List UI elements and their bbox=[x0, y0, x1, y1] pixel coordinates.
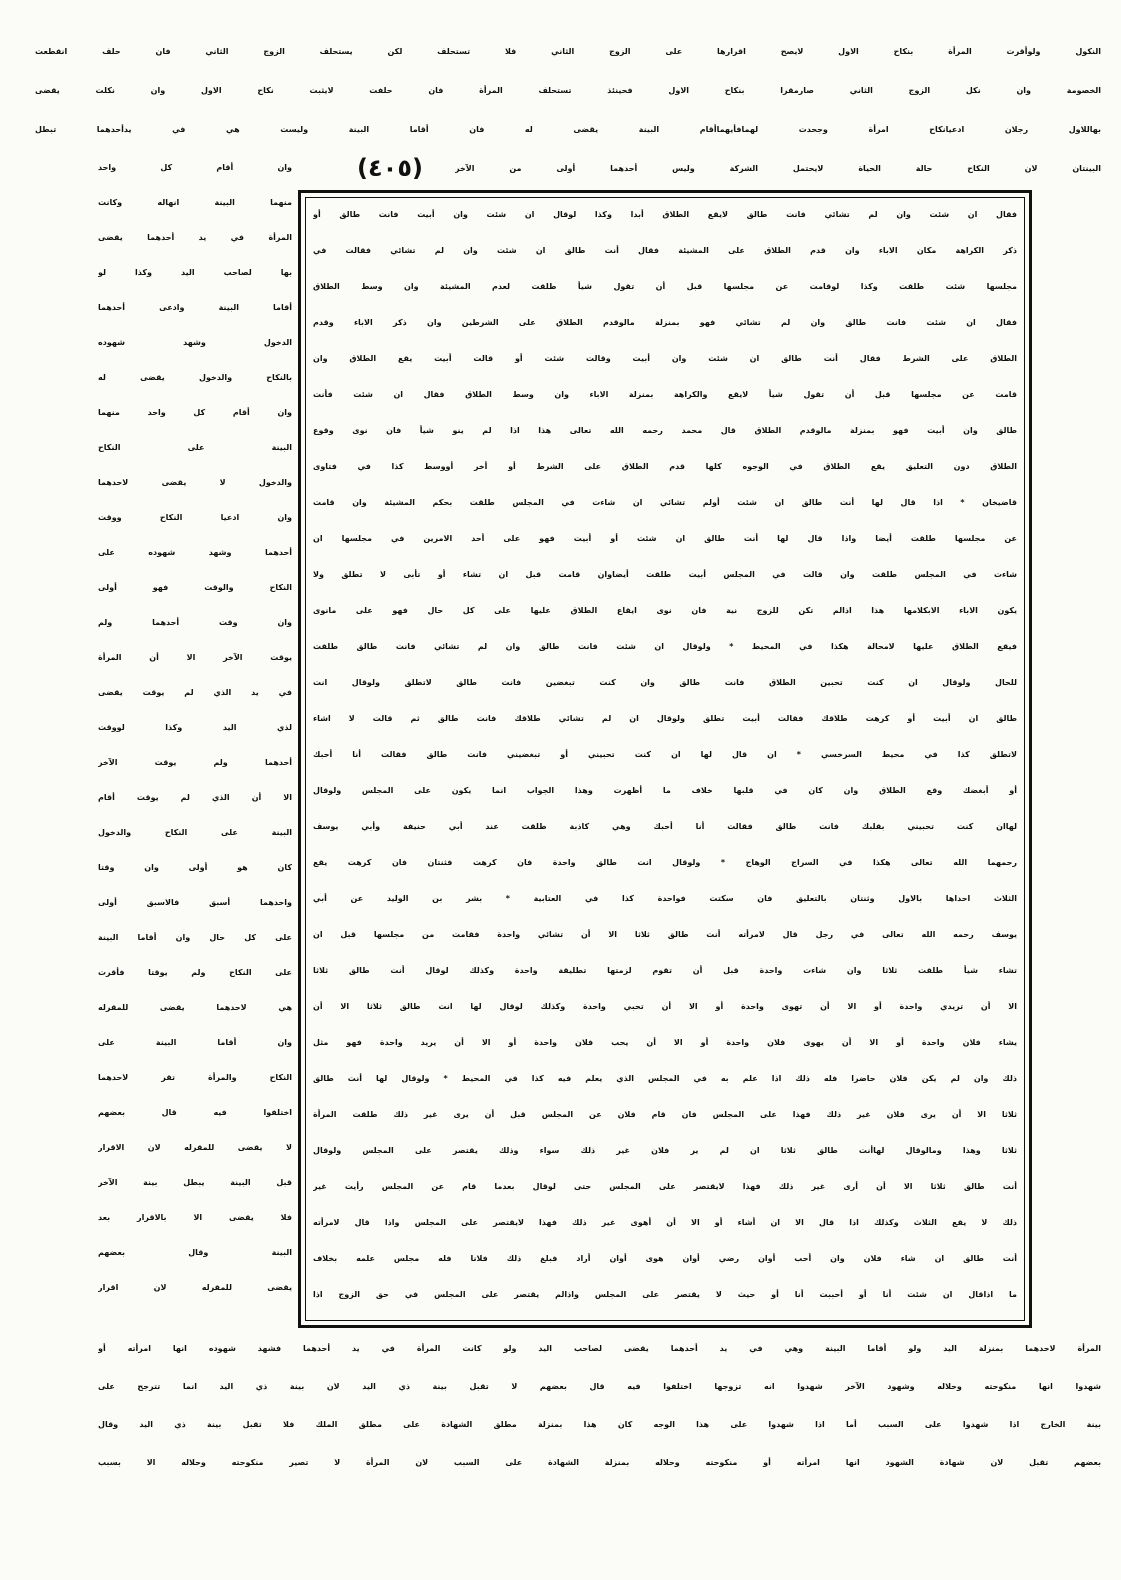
side-line: على النكاح ولم يوقتا فأقرت bbox=[98, 968, 292, 977]
side-line: أقاما البينة وادعى أحدهما bbox=[98, 303, 292, 312]
box-line: قاضيخان * اذا قال لها أنت طالق ان شئت أولم تشائي ان شاءت في المجلس طلقت بحكم المشيئة وان قامت bbox=[313, 498, 1017, 507]
box-line: ذلك لا يقع الثلاث وكذلك اذا قال الا ان أشاء أو الا أن أهوى غير ذلك فهذا لايقتصر على المجلس واذا قال لامرأته bbox=[313, 1218, 1017, 1227]
box-line: أنت طالق ثلاثا الا أن أرى غير ذلك فهذا لايقتصر على المجلس حتى لوقال بعدما قام عن المجلس رأيت غير bbox=[313, 1182, 1017, 1191]
side-line: بها لصاحب اليد وكذا لو bbox=[98, 268, 292, 277]
side-line: المرأة في يد أحدهما يقضى bbox=[98, 233, 292, 242]
bottom-line: شهدوا انها منكوحته وحلاله وشهود الآخر شهدوا انه تزوجها اختلفوا فيه قال بعضهم لا تقبل بينة ذي اليد لان بينة ذي اليد انما تترجح على bbox=[98, 1382, 1101, 1391]
page-number: (٤٠٥) bbox=[357, 154, 423, 182]
side-line: واحدهما أسبق فالاسبق أولى bbox=[98, 898, 292, 907]
side-line: البينة على النكاح bbox=[98, 443, 292, 452]
box-line: طالق وان أبيت فهو بمنزلة مالوقدم الطلاق قال محمد رحمه الله تعالى هذا اذا لم ينو شيأ فان نوى وقوع bbox=[313, 426, 1017, 435]
bottom-line: بعضهم تقبل لان شهادة الشهود انها امرأته أو منكوحته وحلاله بمنزلة الشهادة على السبب لان المرأة لا تصير منكوحته وحلاله الا بسبب bbox=[98, 1458, 1101, 1467]
side-line: فلا يقضى الا بالاقرار بعد bbox=[98, 1213, 292, 1222]
box-line: يوسف رحمه الله تعالى في رجل قال لامرأته أنت طالق ثلاثا الا أن تشائي واحدة فقامت من مجلسها قبل ان bbox=[313, 930, 1017, 939]
box-line: شاءت في المجلس طلقت وان قالت في المجلس أبيت طلقت أيضاوان قامت قبل ان تشاء أو تأبى لا تطلق ولا bbox=[313, 570, 1017, 579]
side-line: منهما البينة انهاله وكانت bbox=[98, 198, 292, 207]
side-line: في يد الذي لم يوقت يقضى bbox=[98, 688, 292, 697]
box-line: فقال ان شئت فانت طالق وان لم تشائي فهو بمنزلة مالوقدم الطلاق على الشرطين وان ذكر الاباء وقدم bbox=[313, 318, 1017, 327]
box-line: طالق ان أبيت أو كرهت طلاقك فقالت أبيت تطلق ولوقال ان لم تشائي طلاقك فانت طالق ثم قالت لا اشاء bbox=[313, 714, 1017, 723]
box-line: عن مجلسها طلقت أيضا واذا قال لها أنت طالق ان شئت أو أبيت فهو على أحد الامرين في مجلسها ان bbox=[313, 534, 1017, 543]
side-line: الا أن الذي لم يوقت أقام bbox=[98, 793, 292, 802]
top-line: النكول ولوأقرت المرأة بنكاح الاول لايصح اقرارها على الزوج الثاني فلا تستحلف لكن يستحلف الزوج الثاني فان حلف انقطعت bbox=[35, 47, 1101, 56]
box-line: الطلاق دون التعليق يقع الطلاق في الوجوه كلها قدم الطلاق على الشرط أو أخر أووسط كذا في فتاوى bbox=[313, 462, 1017, 471]
box-line: ذكر الكراهة مكان الاباء وان قدم الطلاق على المشيئة فقال أنت طالق ان شئت وان لم تشائي فقالت في bbox=[313, 246, 1017, 255]
side-line: لا يقضى للمقرله لان الاقرار bbox=[98, 1143, 292, 1152]
side-line: الدخول وشهد شهوده bbox=[98, 338, 292, 347]
bottom-line: بينة الخارج اذا شهدوا على السبب أما اذا شهدوا على هذا الوجه كان هذا بمنزلة مطلق الشهادة على مطلق الملك فلا تقبل بينة ذي اليد وقال bbox=[98, 1420, 1101, 1429]
box-line: مجلسها شئت طلقت وكذا لوقامت عن مجلسها قبل أن تقول شيأ طلقت لعدم المشيئة وان وسط الطلاق bbox=[313, 282, 1017, 291]
side-line: لذي اليد وكذا لووقت bbox=[98, 723, 292, 732]
side-line: النكاح والوقت فهو أولى bbox=[98, 583, 292, 592]
side-line: بالنكاح والدخول يقضى له bbox=[98, 373, 292, 382]
bottom-line: المرأة لاحدهما بمنزلة اليد ولو أقاما البينة وهي في يد أحدهما يقضى لصاحب اليد ولو كانت المرأة في يد أحدهما فشهد شهوده انها امرأته أو bbox=[98, 1344, 1101, 1353]
side-line: كان هو أولى وان وقتا bbox=[98, 863, 292, 872]
side-line: على كل حال وان أقاما البينة bbox=[98, 933, 292, 942]
top-line: البينتان لان النكاح حالة الحياة لايحتمل الشركة وليس أحدهما أولى من الآخر bbox=[455, 164, 1101, 173]
box-line: رحمهما الله تعالى هكذا في السراج الوهاج * ولوقال انت طالق واحدة فان كرهت فثنتان فان كرهت يقع bbox=[313, 858, 1017, 867]
side-line: البينة وقال بعضهم bbox=[98, 1248, 292, 1257]
top-line: بهاللاول رجلان ادعيانكاح امرأة وجحدت لهمافأيهماأقام البينة يقضى له فان أقاما البينة وليست هي في يدأحدهما تبطل bbox=[35, 125, 1101, 134]
side-line: وان ادعيا النكاح ووقت bbox=[98, 513, 292, 522]
box-line: ما اذاقال ان شئت أنا أو أحببت أنا أو حيث لا يقتصر على المجلس واذالم يقتصر على المجلس في حق الزوج اذا bbox=[313, 1290, 1017, 1299]
box-line: فقال ان شئت وان لم تشائي فانت طالق لايقع الطلاق أبدا وكذا لوقال ان شئت وان أبيت فانت طالق أو bbox=[313, 210, 1017, 219]
box-line: للحال ولوقال ان كنت تحبين الطلاق فانت طالق وان كنت تبغضين فانت طالق لاتطلق ولوقال انت bbox=[313, 678, 1017, 687]
box-line: ثلاثا الا أن يرى فلان غير ذلك فهذا على المجلس فان قام فلان عن المجلس قبل أن يرى غير ذلك طلقت المرأة bbox=[313, 1110, 1017, 1119]
side-line: وان أقام كل واحد bbox=[98, 163, 292, 172]
box-line: قامت عن مجلسها قبل أن تقول شيأ لايقع والكراهة بمنزلة الاباء وان وسط الطلاق فقال ان شئت فأنت bbox=[313, 390, 1017, 399]
side-column bbox=[98, 150, 292, 1305]
box-line: أو أبغضك وقع الطلاق وان كان في قلبها خلاف ما أظهرت وهذا الجواب انما يكون على المجلس ولوقال bbox=[313, 786, 1017, 795]
box-line: لهاان كنت تحبيني بقلبك فانت طالق فقالت أنا أحبك وهي كاذبة طلقت عند أبي حنيفة وأبي يوسف bbox=[313, 822, 1017, 831]
side-line: أحدهما ولم يوقت الآخر bbox=[98, 758, 292, 767]
bottom-text bbox=[98, 1330, 1101, 1482]
box-line: ثلاثا وهذا ومالوقال لهاأنت طالق ثلاثا ان لم ير فلان غير ذلك سواء وذلك يقتصر على المجلس ولوقال bbox=[313, 1146, 1017, 1155]
box-line: يكون الاباء الابكلامها هذا اذالم تكن للزوج نية فان نوى ايقاع الطلاق عليها على كل حال فهو على مانوى bbox=[313, 606, 1017, 615]
box-line: يشاء فلان واحدة أو الا أن يهوى فلان واحدة أو الا أن يحب فلان واحدة أو الا أن يريد واحدة فهو مثل bbox=[313, 1038, 1017, 1047]
framed-text-box bbox=[298, 190, 1032, 1328]
box-line: الطلاق على الشرط فقال أنت طالق ان شئت وان أبيت وقالت شئت أو قالت أبيت يقع الطلاق وان bbox=[313, 354, 1017, 363]
box-line: الثلاث احداها بالاول وثنتان بالتعليق فان سكتت فواحدة كذا في العتابية * بشر بن الوليد عن أبي bbox=[313, 894, 1017, 903]
box-line: ذلك وان لم يكن فلان حاضرا فله ذلك اذا علم به في المجلس الذي يعلم فيه كذا في المحيط * ولوقال لها أنت طالق bbox=[313, 1074, 1017, 1083]
side-line: يقضى للمقرله لان اقرار bbox=[98, 1283, 292, 1292]
side-line: قبل البينة يبطل بينة الآخر bbox=[98, 1178, 292, 1187]
side-line: اختلفوا فيه قال بعضهم bbox=[98, 1108, 292, 1117]
top-line: الخصومة وان نكل الزوج الثاني صارمقرا بنكاح الاول فحينئذ تستحلف المرأة فان حلفت لايثبت نكاح الاول وان نكلت يقضى bbox=[35, 86, 1101, 95]
top-text bbox=[35, 32, 1101, 149]
side-line: وان وقت أحدهما ولم bbox=[98, 618, 292, 627]
side-line: النكاح والمرأة تقر لاحدهما bbox=[98, 1073, 292, 1082]
side-line: يوقت الآخر الا أن المرأة bbox=[98, 653, 292, 662]
box-text bbox=[313, 197, 1017, 1313]
box-line: أنت طالق ان شاء فلان وان أحب أوان رضي أوان هوى أوان أراد فبلغ ذلك فلانا فله مجلس علمه بخلاف bbox=[313, 1254, 1017, 1263]
box-line: تشاء شيأ طلقت ثلاثا وان شاءت واحدة قبل أن تقوم لزمتها تطليقة واحدة وكذلك لوقال أنت طالق ثلاثا bbox=[313, 966, 1017, 975]
side-line: وان أقاما البينة على bbox=[98, 1038, 292, 1047]
box-line: الا أن تريدي واحدة أو الا أن تهوى واحدة أو الا أن تحبي واحدة وكذلك لوقال لها انت طالق ثلاثا الا أن bbox=[313, 1002, 1017, 1011]
side-line: هي لاحدهما يقضى للمقرله bbox=[98, 1003, 292, 1012]
side-line: البينة على النكاح والدخول bbox=[98, 828, 292, 837]
side-line: وان أقام كل واحد منهما bbox=[98, 408, 292, 417]
side-line: والدخول لا يقضى لاحدهما bbox=[98, 478, 292, 487]
side-line: أحدهما وشهد شهوده على bbox=[98, 548, 292, 557]
box-line: لاتطلق كذا في محيط السرخسي * ان قال لها ان كنت تحبيني أو تبغضيني فانت طالق فقالت أنا أحبك bbox=[313, 750, 1017, 759]
box-line: فيقع الطلاق عليها لامحالة هكذا في المحيط * ولوقال ان شئت فانت طالق وان لم تشائي فانت طالق طلقت bbox=[313, 642, 1017, 651]
